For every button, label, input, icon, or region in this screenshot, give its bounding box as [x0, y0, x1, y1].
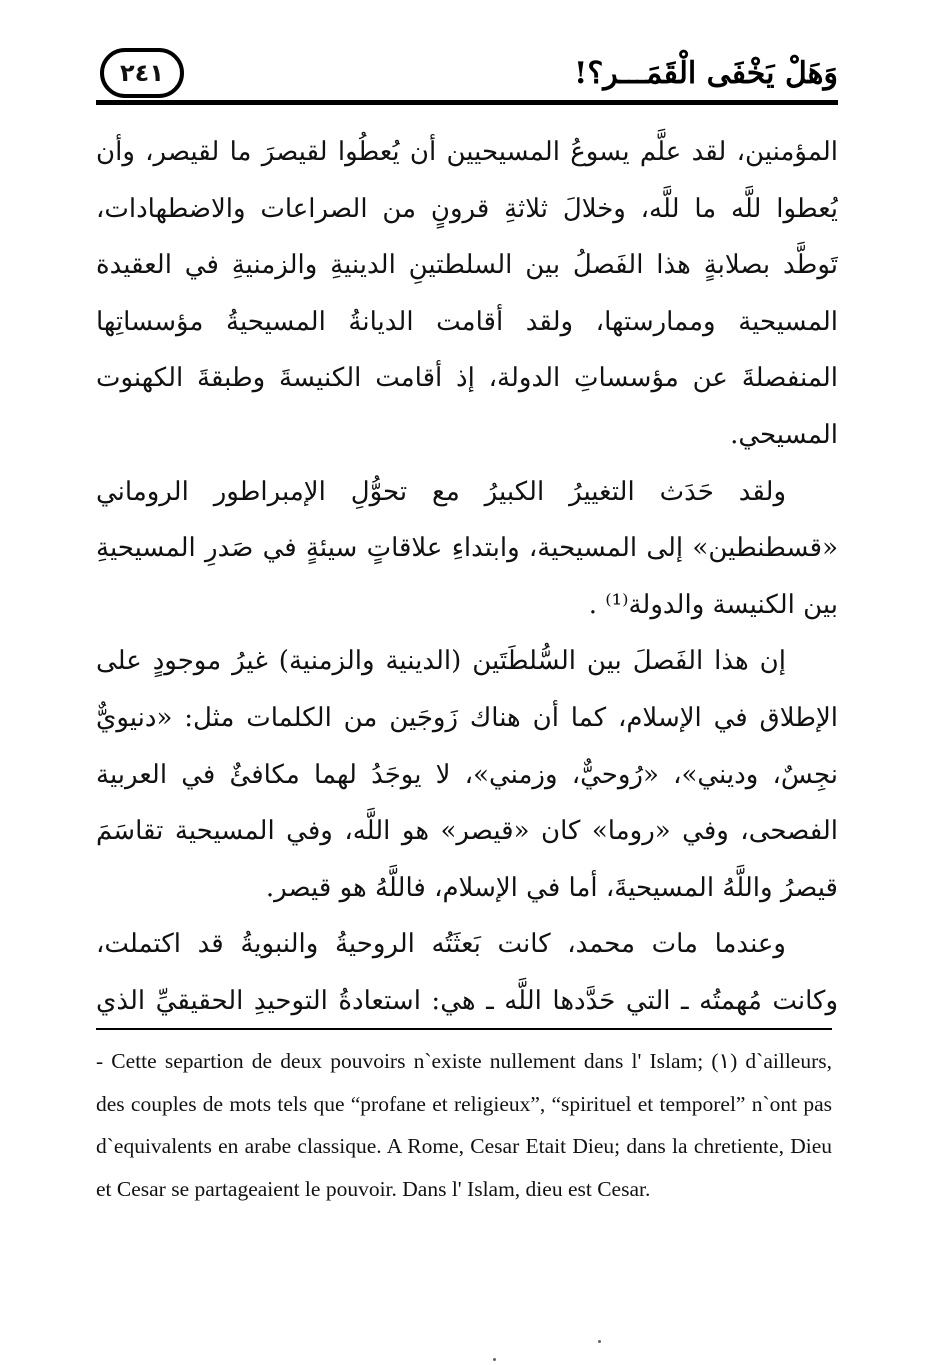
paragraph-4: وعندما مات محمد، كانت بَعثَتُه الروحيةُ والنبويةُ قد اكتملت، وكانت مُهمتُه ـ التي حَدَّدها اللَّه ـ هي: استعادةُ التوحيدِ الحقيقيِّ الذي	[96, 929, 838, 1016]
running-title: وَهَلْ يَخْفَى الْقَمَـــر؟!	[574, 56, 838, 91]
paragraph-2: ولقد حَدَث التغييرُ الكبيرُ مع تحوُّلِ الإمبراطور الروماني «قسطنطين» إلى المسيحية، وابتداءِ علاقاتٍ سيئةٍ في صَدرِ المسيحيةِ بين الكنيسة والدولة⁽¹⁾ .	[96, 476, 838, 620]
footnote	[96, 1040, 832, 1210]
scan-speck	[598, 1340, 601, 1343]
scan-speck	[493, 1358, 496, 1361]
page-number-badge	[100, 48, 184, 98]
page-header	[96, 46, 838, 108]
page-number: ٢٤١	[120, 59, 164, 87]
footnote-text: - Cette separtion de deux pouvoirs n`existe nullement dans l' Islam; (١) d`ailleurs, des couples de mots tels que “profane et religieux”, “spirituel et temporel” n`ont pas d`equivalents en arabe classique. A Rome, Cesar Etait Dieu; dans la chretiente, Dieu et Cesar se partageaient le pouvoir. Dans l' Islam, dieu est Cesar.	[96, 1049, 832, 1201]
main-text	[96, 124, 838, 1028]
header-rule	[96, 100, 838, 105]
footnote-rule	[96, 1028, 832, 1030]
paragraph-1: المؤمنين، لقد علَّم يسوعُ المسيحيين أن يُعطُوا لقيصرَ ما لقيصر، وأن يُعطوا للَّه ما للَّه، وخلالَ ثلاثةِ قرونٍ من الصراعات والاضطهادات، تَوطَّد بصلابةٍ هذا الفَصلُ بين السلطتينِ الدينيةِ والزمنيةِ في العقيدة المسيحية وممارستها، ولقد أقامت الديانةُ المسيحيةُ مؤسساتِها المنفصلةَ عن مؤسساتِ الدولة، إذ أقامت الكنيسةَ وطبقةَ الكهنوت المسيحي.	[96, 137, 838, 450]
paragraph-3: إن هذا الفَصلَ بين السُّلطَتَين (الدينية والزمنية) غيرُ موجودٍ على الإطلاق في الإسلام، كما أن هناك زَوجَين من الكلمات مثل: «دنيويٌّ نجِسٌ، وديني»، «رُوحيٌّ، وزمني»، لا يوجَدُ لهما مكافئٌ في العربية الفصحى، وفي «روما» كان «قيصر» هو اللَّه، وفي المسيحية تقاسَمَ قيصرُ واللَّهُ المسيحيةَ، أما في الإسلام، فاللَّهُ هو قيصر.	[96, 646, 838, 903]
